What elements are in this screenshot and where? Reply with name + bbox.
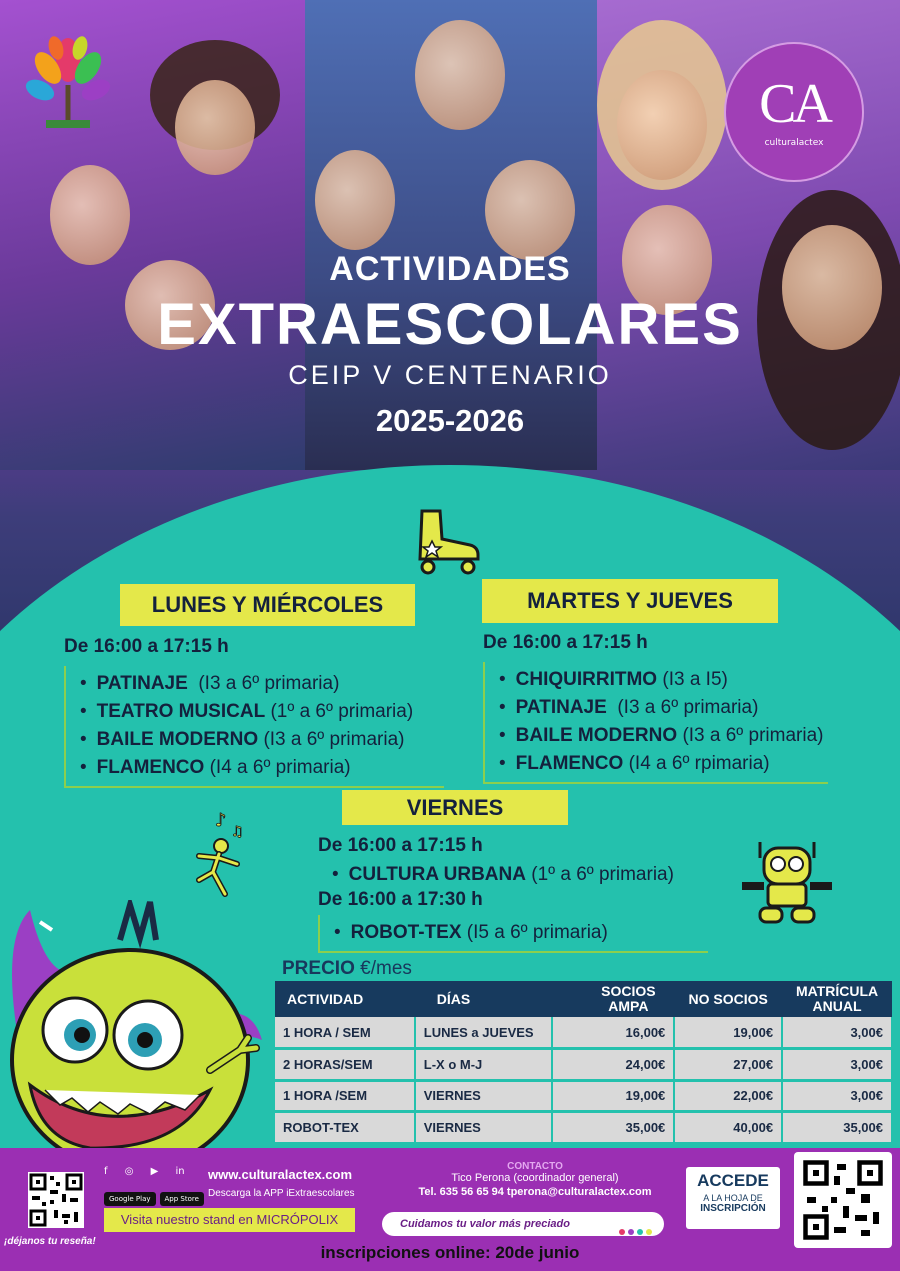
app-store-badges	[104, 1186, 208, 1206]
activity-level: (I3 a 6º primaria)	[263, 729, 405, 750]
table-cell: 35,00€	[552, 1112, 674, 1144]
ca-name: culturalactex	[764, 138, 824, 148]
social-icons	[104, 1166, 199, 1177]
table-cell: 2 HORAS/SEM	[275, 1049, 415, 1081]
table-cell: 35,00€	[782, 1112, 892, 1144]
accede-title: ACCEDE	[697, 1171, 769, 1190]
activity-list	[318, 915, 708, 953]
activity-level: (1º a 6º primaria)	[531, 864, 674, 885]
table-cell: 19,00€	[552, 1080, 674, 1112]
title-line2: EXTRAESCOLARES	[157, 292, 743, 357]
app-store-badge[interactable]: App Store	[160, 1192, 204, 1206]
list-item	[499, 666, 828, 694]
schedule-friday	[318, 835, 713, 953]
school-name: CEIP V CENTENARIO	[288, 360, 612, 390]
contact-name: Tico Perona (coordinador general)	[451, 1172, 619, 1184]
table-cell: 16,00€	[552, 1017, 674, 1049]
table-row	[275, 1112, 892, 1144]
activity-name: CULTURA URBANA	[348, 864, 526, 885]
list-item	[80, 754, 444, 782]
activity-name: PATINAJE	[515, 697, 607, 718]
app-download-text: Descarga la APP iExtraescolares	[208, 1188, 355, 1199]
table-cell: 3,00€	[782, 1080, 892, 1112]
table-cell: 40,00€	[674, 1112, 782, 1144]
schedule-time: De 16:00 a 17:15 h	[318, 835, 483, 856]
table-cell: 3,00€	[782, 1017, 892, 1049]
contact-details: Tel. 635 56 65 94 tperona@culturalactex.com	[418, 1186, 652, 1198]
column-header: ACTIVIDAD	[275, 981, 415, 1017]
table-cell: 3,00€	[782, 1049, 892, 1081]
instagram-icon[interactable]: ◎	[124, 1166, 134, 1177]
activity-name: BAILE MODERNO	[515, 725, 678, 746]
table-cell: L-X o M-J	[415, 1049, 553, 1081]
table-cell: 24,00€	[552, 1049, 674, 1081]
activity-level: (I4 a 6º rpimaria)	[628, 753, 770, 774]
table-row	[275, 1080, 892, 1112]
title-line1: ACTIVIDADES	[329, 250, 571, 288]
table-cell: VIERNES	[415, 1080, 553, 1112]
list-item	[499, 722, 828, 750]
schedule-time: De 16:00 a 17:30 h	[318, 889, 483, 910]
list-item	[80, 726, 444, 754]
title-block	[0, 250, 900, 439]
activity-level: (I3 a 6º primaria)	[617, 697, 759, 718]
activity-level: (I5 a 6º primaria)	[466, 922, 608, 943]
activity-name: FLAMENCO	[96, 757, 205, 778]
day-header-monday-wednesday: LUNES Y MIÉRCOLES	[120, 584, 415, 626]
day-header-tuesday-thursday: MARTES Y JUEVES	[482, 579, 778, 623]
activity-level: (1º a 6º primaria)	[270, 701, 414, 722]
school-logo	[18, 30, 118, 130]
schedule-time: De 16:00 a 17:15 h	[64, 636, 229, 657]
price-heading	[282, 958, 412, 980]
table-cell: 1 HORA / SEM	[275, 1017, 415, 1049]
google-play-badge[interactable]: Google Play	[104, 1192, 156, 1206]
robot-icon	[738, 838, 836, 926]
accede-sub: A LA HOJA DE	[703, 1193, 763, 1203]
culturalactex-logo	[724, 42, 864, 182]
online-registration-date: inscripciones online: 20de junio	[320, 1243, 580, 1262]
schedule-monday-wednesday	[64, 636, 444, 788]
table-cell: 19,00€	[674, 1017, 782, 1049]
activity-name: PATINAJE	[96, 673, 188, 694]
facebook-icon[interactable]: f	[104, 1166, 108, 1177]
activity-name: FLAMENCO	[515, 753, 624, 774]
list-item	[332, 861, 713, 889]
column-header: NO SOCIOS	[674, 981, 782, 1017]
school-year: 2025-2026	[375, 403, 525, 438]
table-cell: LUNES a JUEVES	[415, 1017, 553, 1049]
price-table	[275, 981, 893, 1145]
svg-text:♫: ♫	[231, 824, 244, 840]
list-item	[80, 670, 444, 698]
activity-name: TEATRO MUSICAL	[96, 701, 266, 722]
table-row	[275, 1049, 892, 1081]
activity-list	[64, 666, 444, 788]
table-cell: 1 HORA /SEM	[275, 1080, 415, 1112]
table-cell: 27,00€	[674, 1049, 782, 1081]
review-text: ¡déjanos tu reseña!	[4, 1236, 96, 1247]
table-cell: VIERNES	[415, 1112, 553, 1144]
monster-mascot	[0, 900, 275, 1150]
activity-name: CHIQUIRRITMO	[515, 669, 658, 690]
roller-skate-icon	[412, 505, 484, 577]
ca-mark: CA	[759, 73, 829, 135]
activity-level: (I3 a I5)	[662, 669, 728, 690]
dots-decoration	[616, 1220, 652, 1244]
linkedin-icon[interactable]: in	[175, 1166, 185, 1177]
column-header: MATRÍCULA ANUAL	[782, 981, 892, 1017]
list-item	[334, 919, 708, 947]
list-item	[499, 750, 828, 778]
accede-sub2: INSCRIPCIÓN	[700, 1203, 766, 1214]
table-cell: 22,00€	[674, 1080, 782, 1112]
column-header: SOCIOS AMPA	[552, 981, 674, 1017]
contact-heading: CONTACTO	[507, 1161, 563, 1172]
svg-text:♪: ♪	[215, 810, 227, 831]
activity-level: (I3 a 6º primaria)	[198, 673, 340, 694]
activity-level: (I4 a 6º primaria)	[209, 757, 351, 778]
youtube-icon[interactable]: ▶	[150, 1166, 159, 1177]
activity-name: BAILE MODERNO	[96, 729, 259, 750]
column-header: DÍAS	[415, 981, 553, 1017]
list-item	[80, 698, 444, 726]
table-row	[275, 1017, 892, 1049]
review-qr-code[interactable]	[28, 1172, 84, 1228]
micropolix-banner: Visita nuestro stand en MICRÓPOLIX	[104, 1208, 355, 1232]
website-link[interactable]: www.culturalactex.com	[208, 1167, 353, 1182]
contact-block	[380, 1161, 690, 1198]
activity-level: (I3 a 6º primaria)	[682, 725, 824, 746]
schedule-tuesday-thursday	[483, 632, 828, 784]
slogan-text: Cuidamos tu valor más preciado	[400, 1218, 570, 1230]
table-cell: ROBOT-TEX	[275, 1112, 415, 1144]
schedule-time: De 16:00 a 17:15 h	[483, 632, 648, 653]
registration-qr-code[interactable]	[794, 1152, 892, 1248]
price-unit: €/mes	[360, 958, 412, 979]
slogan-pill	[382, 1212, 664, 1236]
registration-button[interactable]	[686, 1167, 780, 1229]
activity-list	[483, 662, 828, 784]
price-label: PRECIO	[282, 958, 355, 979]
table-header-row	[275, 981, 892, 1017]
dancer-music-icon	[185, 808, 249, 898]
activity-list	[318, 861, 713, 889]
day-header-friday: VIERNES	[342, 790, 568, 825]
list-item	[499, 694, 828, 722]
activity-name: ROBOT-TEX	[350, 922, 462, 943]
